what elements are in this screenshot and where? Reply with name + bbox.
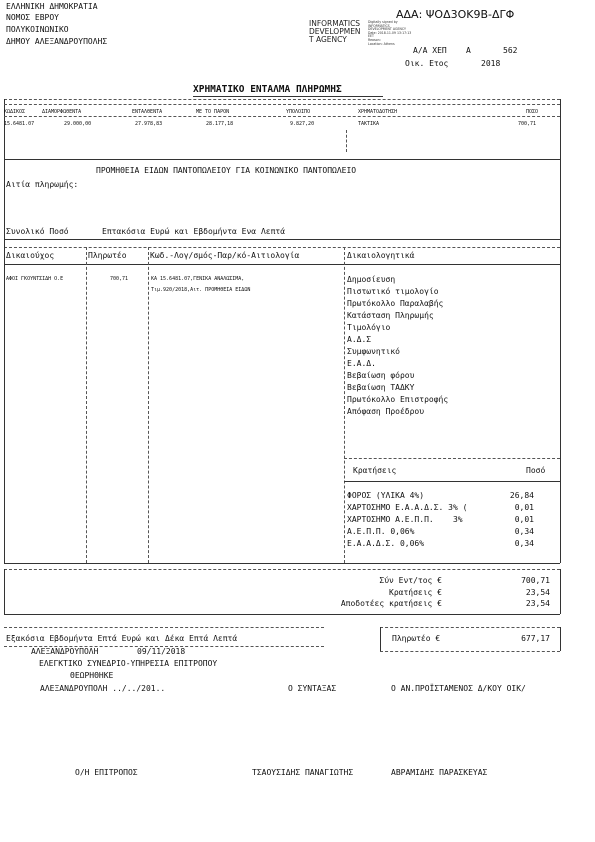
deduction-name: Ε.Α.Α.Δ.Σ. 0,06% — [347, 539, 425, 548]
budget-funding: ΤΑΚΤΙΚΑ — [358, 121, 380, 127]
header-line-2: ΝΟΜΟΣ ΕΒΡΟΥ — [6, 13, 59, 22]
logo-line-2: DEVELOPMEN — [309, 27, 361, 36]
payable-amount-words: Εξακόσια Εβδομήντα Επτά Ευρώ και Δέκα Επτά Λεπτά — [6, 634, 238, 643]
row-beneficiary: ΑΦΟΙ ΓΚΟΥΝΤΣΙΔΗ Ο.Ε — [6, 276, 64, 282]
deductions-header-amount: Ποσό — [526, 466, 546, 475]
body-divider-3 — [344, 247, 345, 563]
summary-right-border — [560, 569, 561, 614]
payment-reason-text: ΠΡΟΜΗΘΕΙΑ ΕΙΔΩΝ ΠΑΝΤΟΠΩΛΕΙΟΥ ΓΙΑ ΚΟΙΝΩΝΙΚΟ ΠΑΝΤΟΠΩΛΕΙΟ — [96, 166, 357, 175]
deduction-amount: 0,34 — [514, 539, 534, 548]
doc-item: Πρωτόκολλο Παραλαβής — [347, 299, 444, 308]
doc-item: Βεβαίωση ΤΑΔΚΥ — [347, 383, 415, 392]
doc-item: Απόφαση Προέδρου — [347, 407, 425, 416]
logo-line-3: T AGENCY — [309, 35, 347, 44]
budget-ordered: 27.978,83 — [135, 121, 163, 127]
doc-ref-series: Α — [466, 46, 471, 55]
total-amount-words: Επτακόσια Ευρώ και Εβδομήντα Ενα Λεπτά — [102, 227, 286, 236]
audit-line-2: ΘΕΩΡΗΘΗΚΕ — [70, 671, 114, 680]
budget-amount: 700,71 — [518, 121, 537, 127]
payment-reason-label: Αιτία πληρωμής: — [6, 180, 79, 189]
body-right-border — [560, 247, 561, 563]
signature-commissioner: Ο/Η ΕΠΙΤΡΟΠΟΣ — [75, 768, 138, 777]
payable-words-top — [4, 627, 324, 628]
fiscal-year: 2018 — [481, 59, 501, 68]
doc-item: Βεβαίωση φόρου — [347, 371, 415, 380]
row-code-line-1: ΚΑ 15.6481.07,ΓΕΝΙΚΑ ΑΝΑΛΩΣΙΜΑ, — [151, 276, 245, 282]
summary-top-line — [4, 563, 560, 564]
budget-header-current: ΜΕ ΤΟ ΠΑΡΟΝ — [196, 109, 230, 115]
document-title: ΧΡΗΜΑΤΙΚΟ ΕΝΤΑΛΜΑ ΠΛΗΡΩΜΗΣ — [193, 84, 342, 95]
row-code-line-2: Τιμ.920/2018,Αιτ. ΠΡΟΜΗΘΕΙΑ ΕΙΔΩΝ — [151, 287, 251, 293]
signature-author-name: ΤΣΑΟΥΣΙΔΗΣ ΠΑΝΑΓΙΩΤΗΣ — [252, 768, 354, 777]
body-left-border — [4, 247, 5, 563]
budget-header-remaining: ΥΠΟΛΟΙΠΟ — [286, 109, 311, 115]
budget-top-dash — [4, 99, 560, 100]
audit-line-1: ΕΛΕΓΚΤΙΚΟ ΣΥΝΕΔΡΙΟ-ΥΠΗΡΕΣΙΑ ΕΠΙΤΡΟΠΟΥ — [39, 659, 218, 668]
signature-head-name: ΑΒΡΑΜΙΔΗΣ ΠΑΡΑΣΚΕΥΑΣ — [391, 768, 488, 777]
deductions-top-dash — [344, 458, 560, 459]
deductions-header-bottom — [344, 481, 560, 482]
budget-header-formed: ΔΙΑΜΟΡΦΩΘΕΝΤΑ — [42, 109, 82, 115]
payable-box-top — [380, 627, 560, 628]
doc-item: Δημοσίευση — [347, 275, 396, 284]
doc-item: Τιμολόγιο — [347, 323, 391, 332]
total-amount-label: Συνολικό Ποσό — [6, 227, 69, 236]
ada-code: ΑΔΑ: ΨΟΔ3ΟΚ9Β-ΔΓΦ — [396, 8, 515, 21]
budget-header-top — [4, 104, 560, 105]
deduction-name: ΧΑΡΤΟΣΗΜΟ Ε.Α.Α.Δ.Σ. 3% ( — [347, 503, 468, 512]
total-bottom-line — [4, 239, 560, 240]
doc-item: Ε.Α.Δ. — [347, 359, 376, 368]
summary-value: 23,54 — [525, 588, 550, 597]
doc-ref-number: 562 — [503, 46, 518, 55]
summary-value: 700,71 — [521, 576, 550, 585]
payable-box-bottom — [380, 651, 560, 652]
header-line-1: ΕΛΛΗΝΙΚΗ ΔΗΜΟΚΡΑΤΙΑ — [6, 2, 98, 11]
columns-top-dash — [4, 247, 560, 248]
budget-current: 28.177,18 — [206, 121, 234, 127]
budget-formed: 29.000,00 — [64, 121, 92, 127]
columns-header-bottom — [4, 264, 560, 265]
body-divider-2 — [148, 247, 149, 563]
summary-top-dash — [4, 569, 560, 570]
issue-date: 09/11/2018 — [137, 647, 186, 656]
place: ΑΛΕΞΑΝΔΡΟΥΠΟΛΗ — [31, 647, 99, 656]
col-code: Κωδ.-Λογ/σμός-Παρ/κό-Αιτιολογία — [150, 251, 300, 260]
budget-left-border — [4, 99, 5, 159]
budget-bottom — [4, 159, 560, 160]
summary-bottom — [4, 614, 560, 615]
fiscal-year-label: Οικ. Ετος — [405, 59, 449, 68]
row-payable: 700,71 — [110, 276, 129, 282]
payable-amount: 677,17 — [521, 634, 550, 643]
col-payable: Πληρωτέο — [88, 251, 127, 260]
body-divider-1 — [86, 247, 87, 563]
reason-right-border — [560, 159, 561, 252]
summary-value: 23,54 — [525, 599, 550, 608]
title-underline — [193, 96, 383, 97]
doc-item: Πιστωτικό τιμολογίο — [347, 287, 439, 296]
audit-place-date: ΑΛΕΞΑΝΔΡΟΥΠΟΛΗ ../../201.. — [40, 684, 166, 693]
head-role: Ο ΑΝ.ΠΡΟΪΣΤΑΜΕΝΟΣ Δ/ΚΟΥ ΟΙΚ/ — [391, 684, 526, 693]
summary-left-border — [4, 569, 5, 614]
doc-item: Α.Δ.Σ — [347, 335, 372, 344]
doc-item: Κατάσταση Πληρωμής — [347, 311, 434, 320]
deduction-amount: 26,84 — [509, 491, 534, 500]
deduction-name: ΧΑΡΤΟΣΗΜΟ Α.Ε.Π.Π. 3% — [347, 515, 463, 524]
deduction-amount: 0,01 — [514, 515, 534, 524]
budget-header-amount: ΠΟΣΟ — [526, 109, 539, 115]
logo-line-1: INFORMATICS — [309, 19, 361, 28]
deduction-name: Α.Ε.Π.Π. 0,06% — [347, 527, 415, 536]
budget-header-funding: ΧΡΗΜΑΤΟΔΟΤΗΣΗ — [358, 109, 398, 115]
budget-remaining: 9.827,20 — [290, 121, 315, 127]
col-beneficiary: Δικαιούχος — [6, 251, 55, 260]
author-role: Ο ΣΥΝΤΑΞΑΣ — [288, 684, 337, 693]
summary-label: Αποδοτέες κρατήσεις € — [340, 599, 442, 608]
deduction-amount: 0,01 — [514, 503, 534, 512]
header-line-4: ΔΗΜΟΥ ΑΛΕΞΑΝΔΡΟΥΠΟΛΗΣ — [6, 37, 108, 46]
deductions-header-label: Κρατήσεις — [353, 466, 397, 475]
budget-header-bottom — [4, 116, 560, 117]
signature-details: Digitally signed by INFORMATICS DEVELOPMENT AGENCY Date: 2018.11.09 13:17:13 EET Reason: Location: Athens — [368, 20, 412, 46]
deduction-name: ΦΟΡΟΣ (ΥΛΙΚΑ 4%) — [347, 491, 425, 500]
budget-header-code: ΚΩΔΙΚΟΣ — [4, 109, 26, 115]
budget-right-border — [560, 99, 561, 159]
doc-item: Πρωτόκολλο Επιστροφής — [347, 395, 449, 404]
budget-divider — [346, 130, 347, 152]
deduction-amount: 0,34 — [514, 527, 534, 536]
payable-box-right — [560, 627, 561, 651]
doc-item: Συμφωνητικό — [347, 347, 400, 356]
budget-header-ordered: ΕΝΤΑΛΘΕΝΤΑ — [132, 109, 163, 115]
summary-label: Σύν Εντ/τος € — [379, 576, 442, 585]
header-line-3: ΠΟΛΥΚΟΙΝΩΝΙΚΟ — [6, 25, 69, 34]
payable-box-left — [380, 627, 381, 651]
budget-code: 15.6481.07 — [4, 121, 35, 127]
payable-label: Πληρωτέο € — [392, 634, 441, 643]
summary-label: Κρατήσεις € — [389, 588, 442, 597]
doc-ref-label: Α/Α ΧΕΠ — [413, 46, 447, 55]
col-documents: Δικαιολογητικά — [347, 251, 415, 260]
